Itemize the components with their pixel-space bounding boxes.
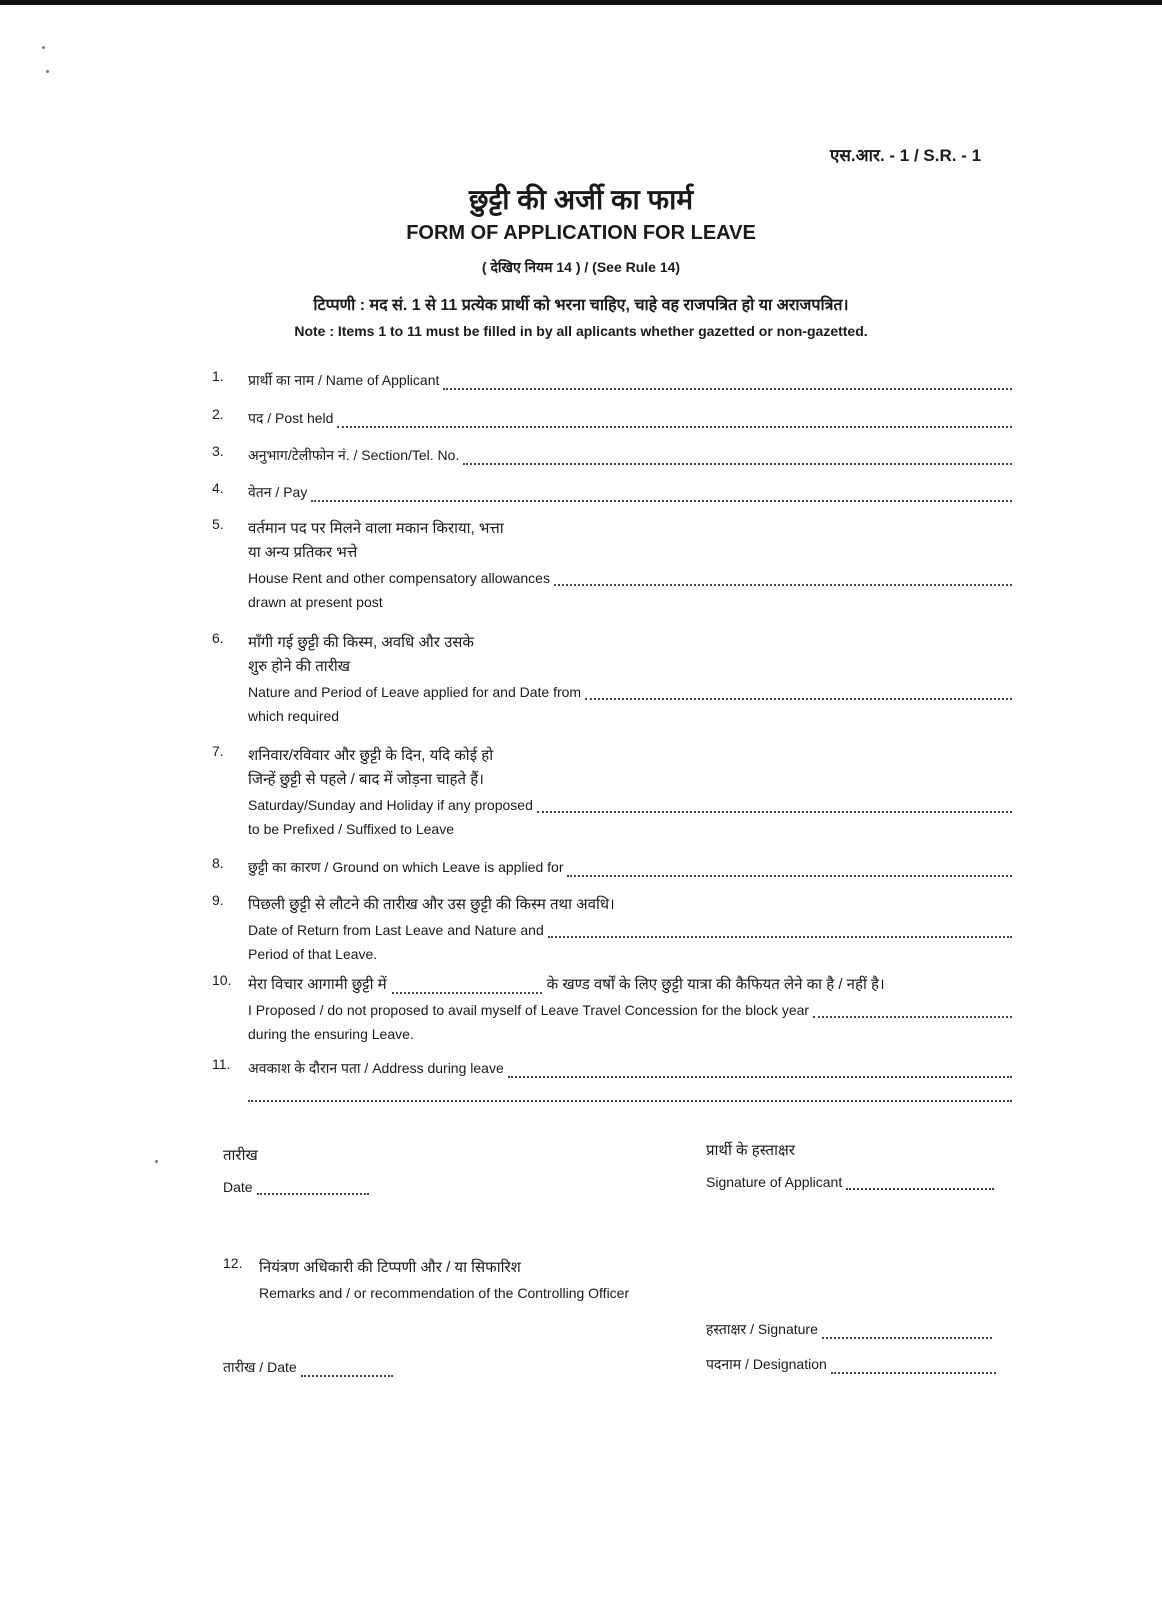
item-label: House Rent and other compensatory allowances	[248, 570, 550, 586]
address-field[interactable]	[508, 1063, 1012, 1078]
block-year-field-hindi[interactable]	[392, 979, 542, 994]
applicant-date-block	[223, 1145, 369, 1195]
leave-nature-field[interactable]	[585, 685, 1012, 700]
item-label: पद / Post held	[248, 410, 334, 426]
item-number: 4.	[212, 480, 224, 496]
item-label: to be Prefixed / Suffixed to Leave	[248, 821, 454, 837]
date-field[interactable]	[257, 1181, 369, 1195]
item-label: अनुभाग/टेलीफोन नं. / Section/Tel. No.	[248, 447, 460, 463]
officer-date-label: तारीख / Date	[223, 1359, 297, 1375]
item-number: 10.	[212, 972, 232, 988]
item-number: 5.	[212, 516, 224, 532]
item-label-hindi: नियंत्रण अधिकारी की टिप्पणी और / या सिफारिश	[259, 1259, 521, 1276]
item-number: 12.	[223, 1255, 243, 1271]
officer-signature-field[interactable]	[822, 1325, 992, 1339]
applicant-signature-block	[706, 1140, 994, 1190]
item-number: 9.	[212, 892, 224, 908]
post-field[interactable]	[337, 413, 1012, 428]
item-number: 11.	[212, 1056, 231, 1072]
page-title-hindi: छुट्टी की अर्जी का फार्म	[468, 184, 694, 215]
item-number: 6.	[212, 630, 224, 646]
item-number: 3.	[212, 443, 224, 459]
form-code: एस.आर. - 1 / S.R. - 1	[830, 146, 982, 165]
item-number: 8.	[212, 855, 224, 871]
signature-label-hindi: प्रार्थी के हस्ताक्षर	[706, 1142, 795, 1159]
item-number: 1.	[212, 368, 224, 384]
item-label-hindi: या अन्य प्रतिकर भत्ते	[248, 544, 358, 561]
holiday-field[interactable]	[537, 798, 1012, 813]
last-leave-field[interactable]	[548, 923, 1012, 938]
item-label: Date of Return from Last Leave and Nature and	[248, 922, 544, 938]
item-label: which required	[248, 708, 340, 724]
rule-reference: ( देखिए नियम 14 ) / (See Rule 14)	[481, 259, 681, 275]
item-label-hindi: मेरा विचार आगामी छुट्टी में	[248, 976, 387, 993]
note-english: Note : Items 1 to 11 must be filled in by all aplicants whether gazetted or non-gazetted.	[294, 323, 868, 339]
item-label-hindi: पिछली छुट्टी से लौटने की तारीख और उस छुट्टी की किस्म तथा अवधि।	[248, 896, 615, 913]
item-label: प्रार्थी का नाम / Name of Applicant	[248, 372, 440, 388]
item-label: छुट्टी का कारण / Ground on which Leave is applied for	[248, 859, 564, 875]
item-label: drawn at present post	[248, 594, 383, 610]
item-label: Remarks and / or recommendation of the Controlling Officer	[259, 1285, 630, 1301]
scan-speck	[46, 70, 49, 73]
date-label: Date	[223, 1179, 253, 1195]
item-label: during the ensuring Leave.	[248, 1026, 414, 1042]
item-label-hindi: शुरु होने की तारीख	[248, 658, 350, 675]
name-field[interactable]	[443, 375, 1012, 390]
item-label: Period of that Leave.	[248, 946, 378, 962]
officer-signature	[706, 1320, 992, 1339]
item-label-hindi: माँगी गई छुट्टी की किस्म, अवधि और उसके	[248, 634, 474, 651]
date-label-hindi: तारीख	[223, 1147, 258, 1164]
officer-designation	[706, 1355, 996, 1374]
designation-label: पदनाम / Designation	[706, 1356, 827, 1372]
item-number: 2.	[212, 406, 224, 422]
note-hindi: टिप्पणी : मद सं. 1 से 11 प्रत्येक प्रार्थी को भरना चाहिए, चाहे वह राजपत्रित हो या अराजपत्रित।	[313, 297, 849, 314]
item-number: 7.	[212, 743, 224, 759]
pay-field[interactable]	[311, 487, 1012, 502]
officer-date	[223, 1358, 393, 1377]
applicant-signature-field[interactable]	[846, 1176, 994, 1190]
item-label-hindi: शनिवार/रविवार और छुट्टी के दिन, यदि कोई हो	[248, 747, 494, 764]
item-label: I Proposed / do not proposed to avail myself of Leave Travel Concession for the block year	[248, 1002, 810, 1018]
item-label: अवकाश के दौरान पता / Address during leave	[248, 1060, 504, 1076]
top-edge-border	[0, 0, 1162, 5]
item-label-hindi: वर्तमान पद पर मिलने वाला मकान किराया, भत्ता	[248, 520, 504, 537]
item-label: वेतन / Pay	[248, 484, 308, 500]
address-field-line-2[interactable]	[248, 1087, 1012, 1102]
section-tel-field[interactable]	[463, 450, 1012, 465]
officer-signature-label: हस्ताक्षर / Signature	[706, 1321, 818, 1337]
designation-field[interactable]	[831, 1360, 996, 1374]
item-label-hindi: जिन्हें छुट्टी से पहले / बाद में जोड़ना चाहते हैं।	[248, 771, 484, 788]
leave-ground-field[interactable]	[567, 862, 1012, 877]
item-label: Nature and Period of Leave applied for and Date from	[248, 684, 582, 700]
block-year-field[interactable]	[813, 1003, 1012, 1018]
scan-speck	[42, 46, 45, 49]
house-rent-field[interactable]	[554, 571, 1012, 586]
officer-date-field[interactable]	[301, 1363, 393, 1377]
signature-label: Signature of Applicant	[706, 1174, 843, 1190]
scan-speck	[155, 1160, 158, 1163]
item-label: Saturday/Sunday and Holiday if any proposed	[248, 797, 533, 813]
item-label-hindi: के खण्ड वर्षों के लिए छुट्टी यात्रा की कैफियत लेने का है / नहीं है।	[546, 976, 885, 993]
page-title: FORM OF APPLICATION FOR LEAVE	[406, 222, 756, 244]
